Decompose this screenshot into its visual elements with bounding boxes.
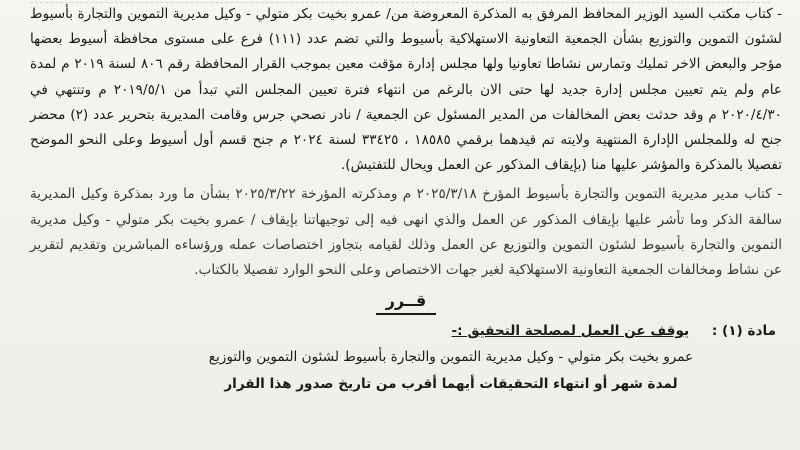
decision-heading [30, 289, 782, 315]
paragraph-minister-letter: - كتاب مكتب السيد الوزير المحافظ المرفق به المذكرة المعروضة من/ عمرو بخيت بكر متولي - وكيل مديرية التموين والتجارة بأسيوط لشئون التموين والتوزيع بشأن الجمعية التعاونية الاستهلاكية بأسيوط والتي تضم عدد (١١١) فرع على مستوى محافظة أسيوط بعضها مؤجر والبعض الاخر تمليك وتمارس نشاطا تعاونيا ولها مجلس إدارة مؤقت معين بموجب القرار المحافظة رقم ٨٠٦ لسنة ٢٠١٩ م لمدة عام ولم يتم تعيين مجلس إدارة جديد لها حتى الان بالرغم من انتهاء فترة تعيين المجلس التي تبدأ من ٢٠١٩/٥/١ م وتنتهي في ٢٠٢٠/٤/٣٠ م وقد حدثت بعض المخالفات من المدير المسئول عن الجمعية / نادر نصحي جرس وقامت المديرية بتحرير عدد (٢) محضر جنح له وللمجلس الإدارة المنتهية ولايته تم قيدهما برقمي ١٨٥٨٥ ، ٣٣٤٢٥ لسنة ٢٠٢٤ م جنح قسم أول أسيوط وعلى النحو الموضح تفصيلا بالمذكرة والمؤشر عليها منا (بإيقاف المذكور عن العمل ويحال للتفتيش). [30, 6, 783, 174]
top-cut-edge [30, 0, 770, 3]
paragraph-directorate-letter: - كتاب مدير مديرية التموين والتجارة بأسيوط المؤرخ ٢٠٢٥/٣/١٨ م ومذكرته المؤرخة ٢٠٢٥/٣/٢٢ بشأن ما ورد بمذكرة وكيل المديرية سالفة الذكر وما تأشر عليها بإيقاف المذكور عن العمل والذي انهى فيه إلى توجيهاتنا بإيقاف / عمرو بخيت بكر متولي - وكيل مديرية التموين والتجارة بأسيوط لشئون التموين والتوزيع عن العمل وذلك لقيامه بتجاوز اختصاصات عمله ورؤساءه المباشرين وتقديم لتقرير عن نشاط ومخالفات الجمعية التعاونية الاستهلاكية لغير جهات الاختصاص وعلى النحو الوارد تفصيلا بالكتاب. [30, 186, 782, 279]
article-duration: لمدة شهر أو انتهاء التحقيقات أيهما أقرب من تاريخ صدور هذا القرار [224, 376, 678, 393]
article-one [30, 319, 782, 344]
decision-heading-text: قــرر [376, 289, 437, 315]
article-subject: عمرو بخيت بكر متولي - وكيل مديرية التموين والتجارة بأسيوط لشئون التموين والتوزيع [208, 349, 694, 366]
article-title: يوقف عن العمل لمصلحة التحقيق :- [451, 323, 690, 340]
article-number: مادة (١) : [711, 323, 776, 340]
